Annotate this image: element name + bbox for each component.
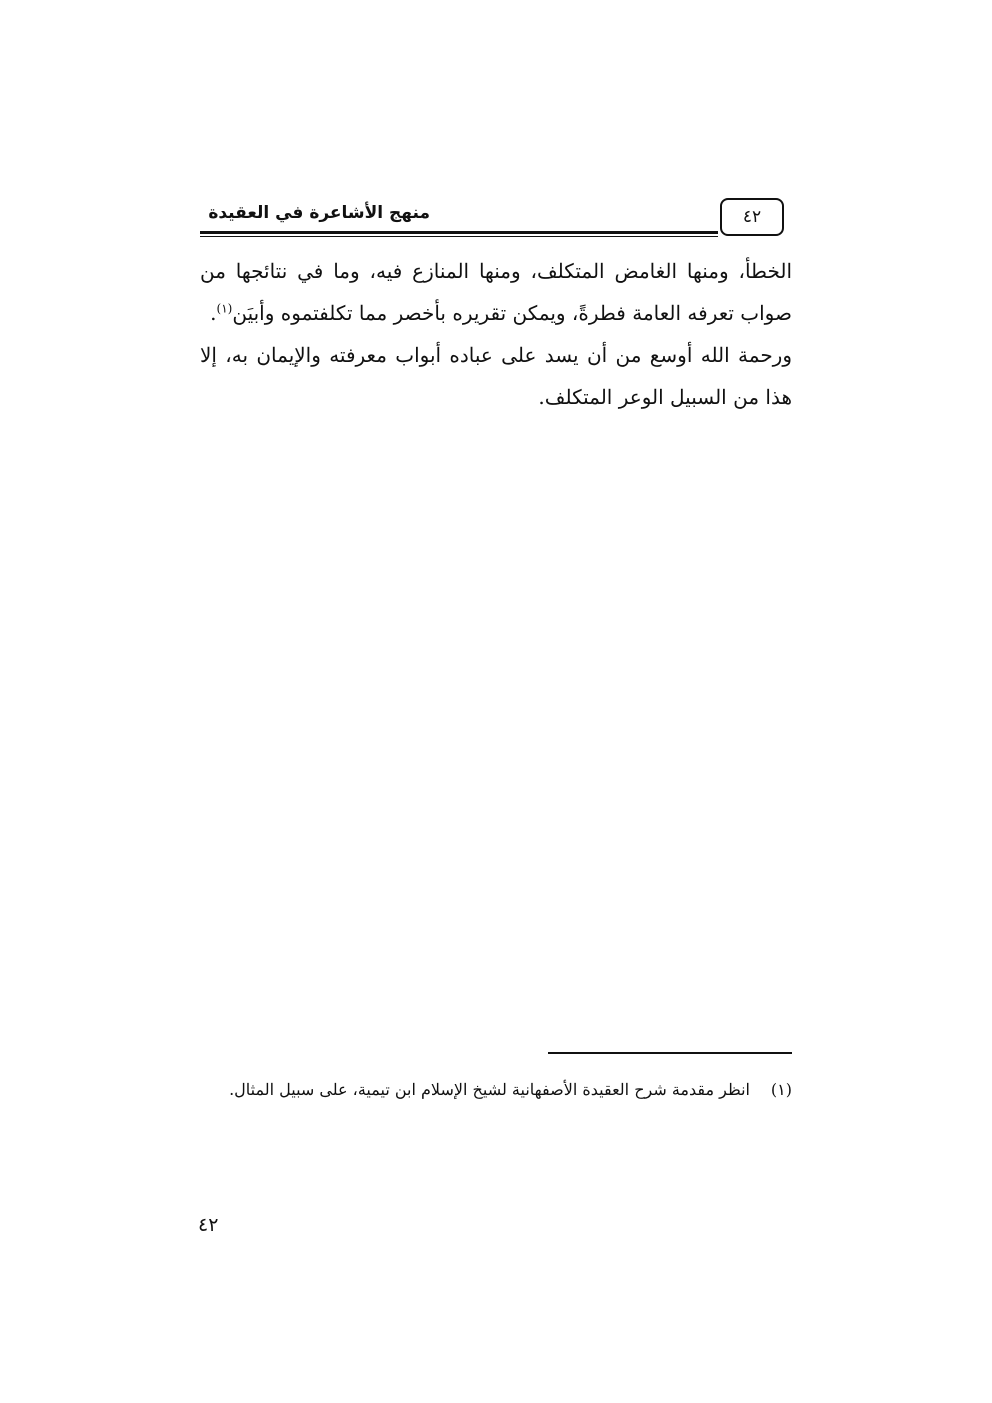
header-page-number: ٤٢ — [720, 198, 784, 236]
footnote-marker: (١) — [770, 1080, 792, 1099]
running-header-title: منهج الأشاعرة في العقيدة — [208, 203, 430, 223]
footnote — [200, 1074, 792, 1106]
paragraph-1 — [200, 250, 792, 334]
paragraph-1-end: . — [210, 301, 217, 325]
paragraph-1-text: الخطأ، ومنها الغامض المتكلف، ومنها المنازع فيه، وما في نتائجها من صواب تعرفه العامة فطرةً، ويمكن تقريره بأخصر مما تكلفتموه وأبيَن — [200, 259, 793, 325]
footnote-text: انظر مقدمة شرح العقيدة الأصفهانية لشيخ الإسلام ابن تيمية، على سبيل المثال. — [229, 1080, 750, 1099]
header-rule-thick — [200, 231, 718, 234]
header-rule-thin — [200, 236, 718, 237]
main-text — [200, 250, 792, 418]
paragraph-2: ورحمة الله أوسع من أن يسد على عباده أبواب معرفته والإيمان به، إلا هذا من السبيل الوعر المتكلف. — [200, 343, 792, 409]
footnote-reference: (١) — [216, 301, 233, 316]
footer-page-number: ٤٢ — [198, 1214, 219, 1236]
footnote-separator — [548, 1052, 792, 1054]
